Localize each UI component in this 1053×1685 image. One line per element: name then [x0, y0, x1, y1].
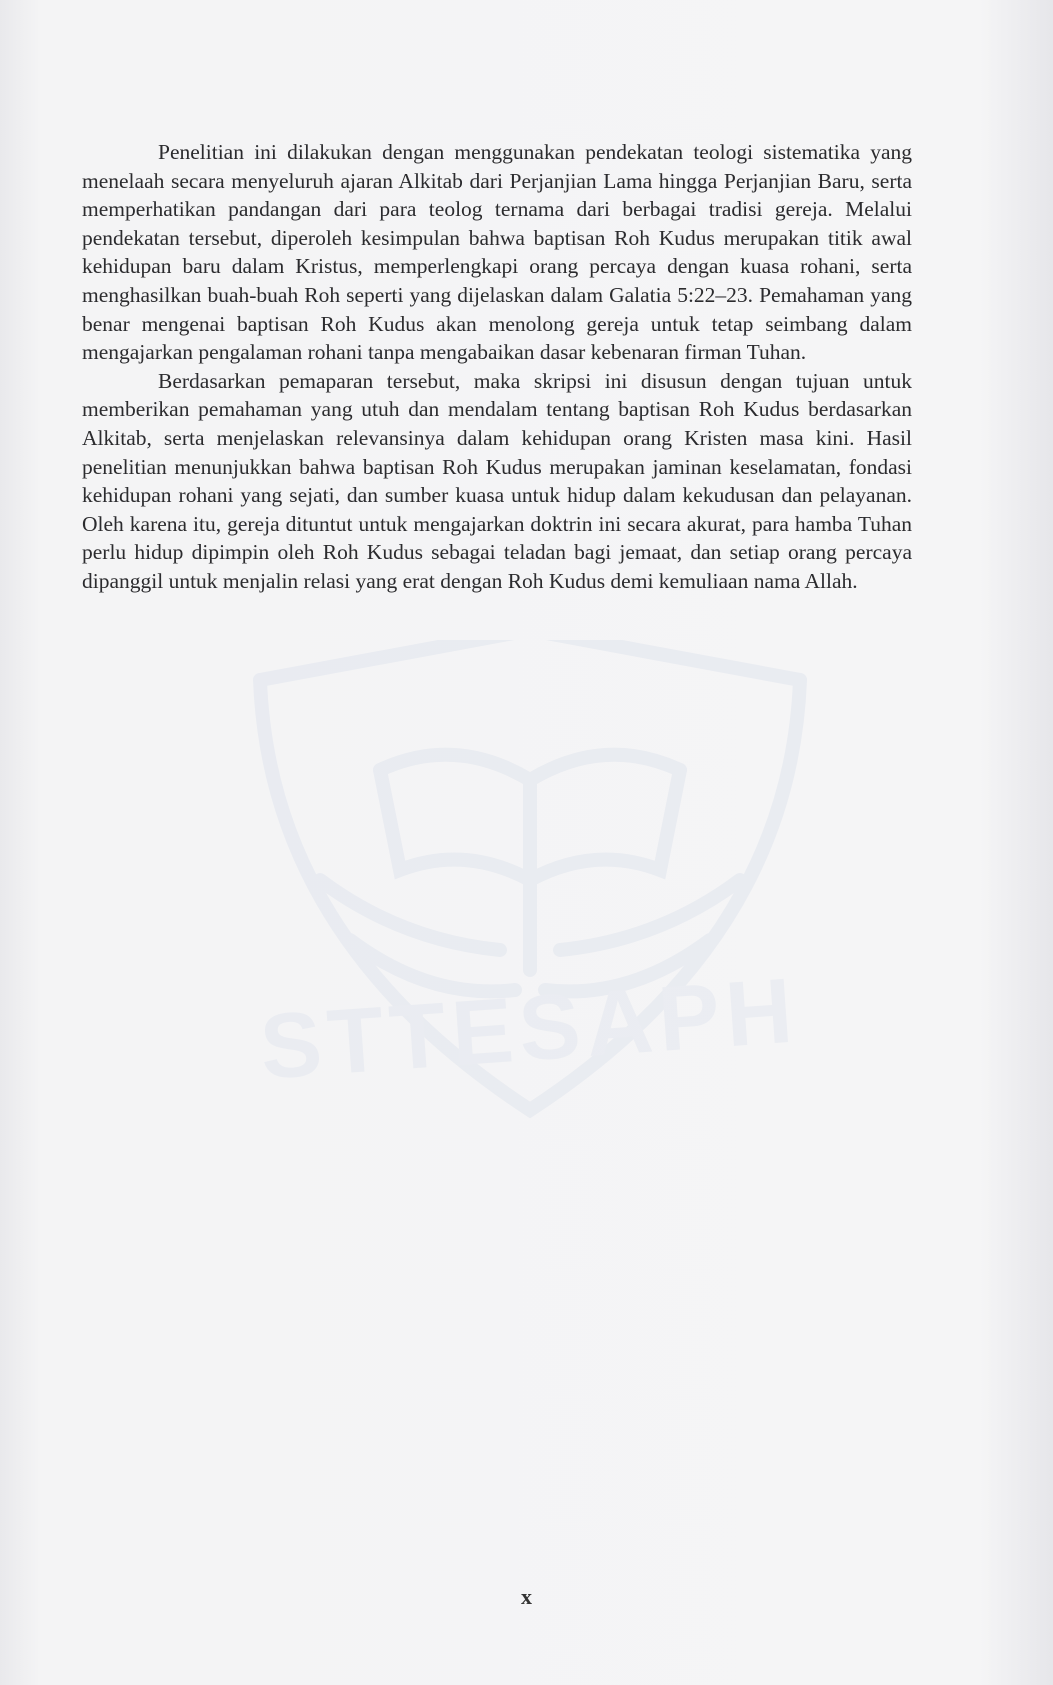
paragraph-2: Berdasarkan pemaparan tersebut, maka skripsi ini disusun dengan tujuan untuk memberikan pemahaman yang utuh dan mendalam tentang baptisan Roh Kudus berdasarkan Alkitab, serta menjelaskan relevansinya dalam kehidupan orang Kristen masa kini. Hasil penelitian menunjukkan bahwa baptisan Roh Kudus merupakan jaminan keselamatan, fondasi kehidupan rohani yang sejati, dan sumber kuasa untuk hidup dalam kekudusan dan pelayanan. Oleh karena itu, gereja dituntut untuk mengajarkan doktrin ini secara akurat, para hamba Tuhan perlu hidup dipimpin oleh Roh Kudus sebagai teladan bagi jemaat, dan setiap orang percaya dipanggil untuk menjalin relasi yang erat dengan Roh Kudus demi kemuliaan nama Allah. [82, 368, 912, 593]
page-number: x [521, 1584, 532, 1609]
paragraph-1: Penelitian ini dilakukan dengan menggunakan pendekatan teologi sistematika yang menelaah secara menyeluruh ajaran Alkitab dari Perjanjian Lama hingga Perjanjian Baru, serta memperhatikan pandangan dari para teolog ternama dari berbagai tradisi gereja. Melalui pendekatan tersebut, diperoleh kesimpulan bahwa baptisan Roh Kudus merupakan titik awal kehidupan baru dalam Kristus, memperlengkapi orang percaya dengan kuasa rohani, serta menghasilkan buah-buah Roh seperti yang dijelaskan dalam Galatia 5:22–23. Pemahaman yang benar mengenai baptisan Roh Kudus akan menolong gereja untuk tetap seimbang dalam mengajarkan pengalaman rohani tanpa mengabaikan dasar kebenaran firman Tuhan. [82, 140, 912, 365]
institution-watermark-logo [200, 640, 860, 1160]
svg-text:STTESAPH: STTESAPH [256, 959, 802, 1099]
body-text [82, 138, 912, 596]
